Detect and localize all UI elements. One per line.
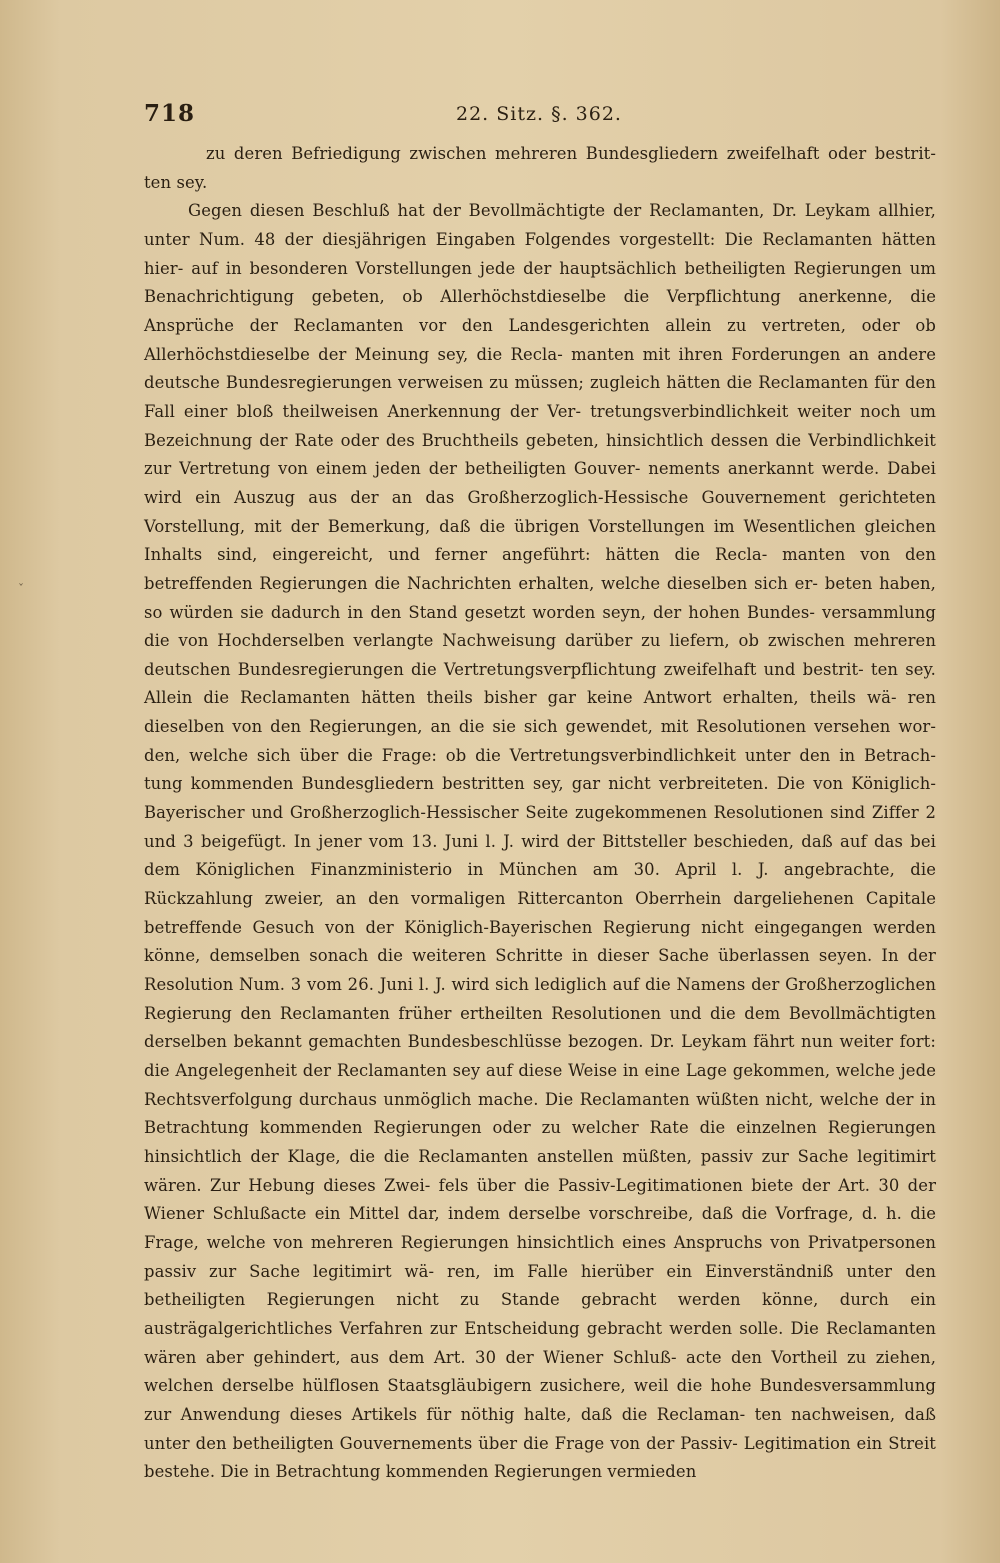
body-text: [144, 140, 936, 1482]
margin-mark: ˇ: [18, 582, 24, 596]
page-header: [144, 100, 936, 134]
paragraph-continuation: zu deren Befriedigung zwischen mehreren Bundesgliedern zweifelhaft oder bestrit- ten sey.: [144, 144, 936, 192]
running-head: 22. Sitz. §. 362.: [456, 103, 622, 125]
paragraph-main: Gegen diesen Beschluß hat der Bevollmächtigte der Reclamanten, Dr. Leykam allhier, unter Num. 48 der diesjährigen Eingaben Folgendes vorgestellt: Die Reclamanten hätten hier- auf in besonderen Vorstellungen jede der hauptsächlich betheiligten Regierungen um Benachrichtigung gebeten, ob Allerhöchstdieselbe die Verpflichtung anerkenne, die Ansprüche der Reclamanten vor den Landesgerichten allein zu vertreten, oder ob Allerhöchstdieselbe der Meinung sey, die Recla- manten mit ihren Forderungen an andere deutsche Bundesregierungen verweisen zu müssen; zugleich hätten die Reclamanten für den Fall einer bloß theilweisen Anerkennung der Ver- tretungsverbindlichkeit weiter noch um Bezeichnung der Rate oder des Bruchtheils gebeten, hinsichtlich dessen die Verbindlichkeit zur Vertretung von einem jeden der betheiligten Gouver- nements anerkannt werde. Dabei wird ein Auszug aus der an das Großherzoglich-Hessische Gouvernement gerichteten Vorstellung, mit der Bemerkung, daß die übrigen Vorstellungen im Wesentlichen gleichen Inhalts sind, eingereicht, und ferner angeführt: hätten die Recla- manten von den betreffenden Regierungen die Nachrichten erhalten, welche dieselben sich er- beten haben, so würden sie dadurch in den Stand gesetzt worden seyn, der hohen Bundes- versammlung die von Hochderselben verlangte Nachweisung darüber zu liefern, ob zwischen mehreren deutschen Bundesregierungen die Vertretungsverpflichtung zweifelhaft und bestrit- ten sey. Allein die Reclamanten hätten theils bisher gar keine Antwort erhalten, theils wä- ren dieselben von den Regierungen, an die sie sich gewendet, mit Resolutionen versehen wor- den, welche sich über die Frage: ob die Vertretungsverbindlichkeit unter den in Betrach- tung kommenden Bundesgliedern bestritten sey, gar nicht verbreiteten. Die von Königlich- Bayerischer und Großherzoglich-Hessischer Seite zugekommenen Resolutionen sind Ziffer 2 und 3 beigefügt. In jener vom 13. Juni l. J. wird der Bittsteller beschieden, daß auf das bei dem Königlichen Finanzministerio in München am 30. April l. J. angebrachte, die Rückzahlung zweier, an den vormaligen Rittercanton Oberrhein dargeliehenen Capitale betreffende Gesuch von der Königlich-Bayerischen Regierung nicht eingegangen werden könne, demselben sonach die weiteren Schritte in dieser Sache überlassen seyen. In der Resolution Num. 3 vom 26. Juni l. J. wird sich lediglich auf die Namens der Großherzoglichen Regierung den Reclamanten früher ertheilten Resolutionen und die dem Bevollmächtigten derselben bekannt gemachten Bundesbeschlüsse bezogen. Dr. Leykam fährt nun weiter fort: die Angelegenheit der Reclamanten sey auf diese Weise in eine Lage gekommen, welche jede Rechtsverfolgung durchaus unmöglich mache. Die Reclamanten wüßten nicht, welche der in Betrachtung kommenden Regierungen oder zu welcher Rate die einzelnen Regierungen hinsichtlich der Klage, die die Reclamanten anstellen müßten, passiv zur Sache legitimirt wären. Zur Hebung dieses Zwei- fels über die Passiv-Legitimationen biete der Art. 30 der Wiener Schlußacte ein Mittel dar, indem derselbe vorschreibe, daß die Vorfrage, d. h. die Frage, welche von mehreren Regierungen hinsichtlich eines Anspruchs von Privatpersonen passiv zur Sache legitimirt wä- ren, im Falle hierüber ein Einverständniß unter den betheiligten Regierungen nicht zu Stande gebracht werden könne, durch ein austrägalgerichtliches Verfahren zur Entscheidung gebracht werden solle. Die Reclamanten wären aber gehindert, aus dem Art. 30 der Wiener Schluß- acte den Vortheil zu ziehen, welchen derselbe hülflosen Staatsgläubigern zusichere, weil die hohe Bundesversammlung zur Anwendung dieses Artikels für nöthig halte, daß die Reclaman- ten nachweisen, daß unter den betheiligten Gouvernements über die Frage von der Passiv- Legitimation ein Streit bestehe. Die in Betrachtung kommenden Regierungen vermieden: [144, 201, 936, 1482]
page-number: 718: [144, 100, 196, 127]
